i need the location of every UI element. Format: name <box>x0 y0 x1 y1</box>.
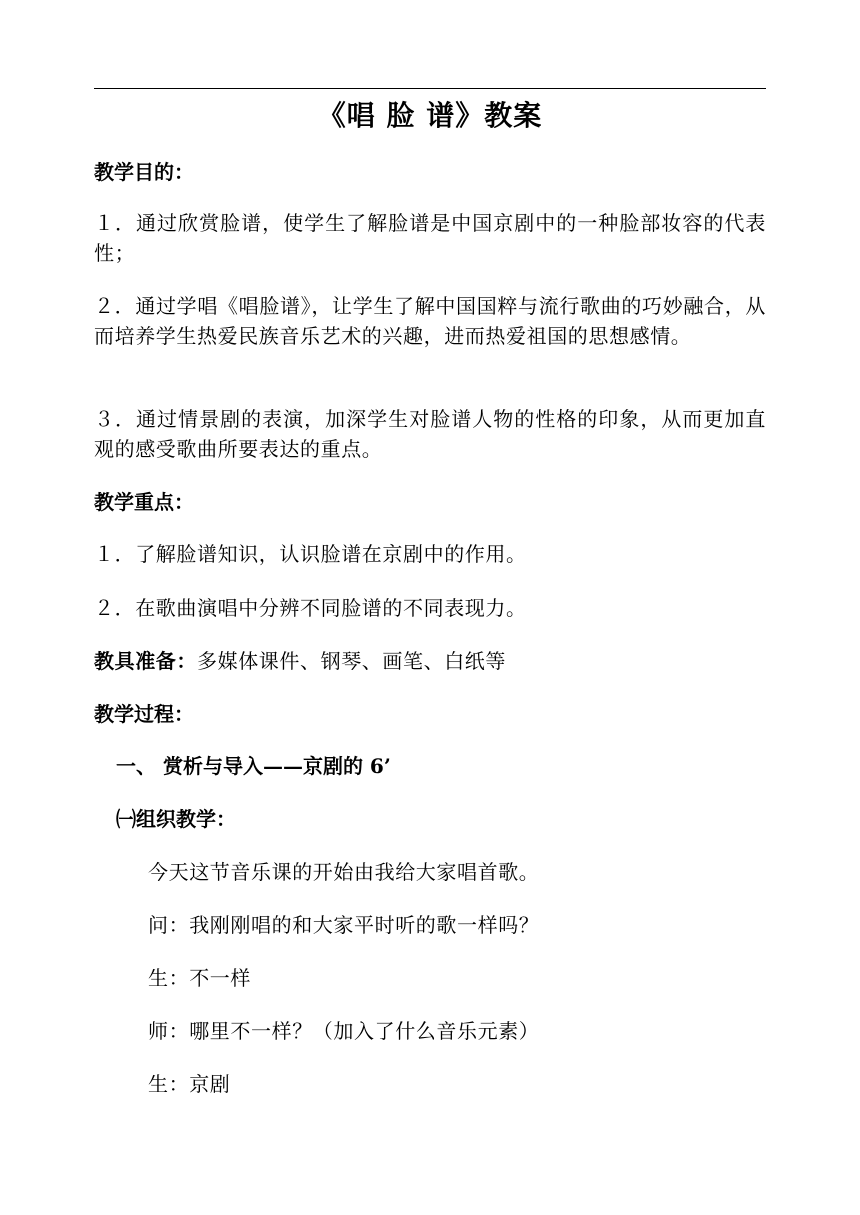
section-1-heading: 一、 赏析与导入——京剧的 6’ <box>116 754 391 778</box>
objective-item-2: ２．通过学唱《唱脸谱》，让学生了解中国国粹与流行歌曲的巧妙融合，从而培养学生热爱民族音乐艺术的兴趣，进而热爱祖国的思想感情。 <box>94 294 766 348</box>
objective-item-1: １．通过欣赏脸谱，使学生了解脸谱是中国京剧中的一种脸部妆容的代表性； <box>94 211 766 265</box>
dialogue-line-2: 问：我刚刚唱的和大家平时听的歌一样吗？ <box>148 913 540 937</box>
key-points-heading: 教学重点： <box>94 490 194 514</box>
header-rule <box>94 88 766 89</box>
tools-line <box>94 647 506 675</box>
objective-item-3: ３．通过情景剧的表演，加深学生对脸谱人物的性格的印象，从而更加直观的感受歌曲所要表达的重点。 <box>94 407 766 461</box>
dialogue-line-3: 生：不一样 <box>148 966 251 990</box>
subsection-1-heading: ㈠组织教学： <box>116 807 236 831</box>
tools-label: 教具准备： <box>94 649 197 673</box>
key-point-item-1: １．了解脸谱知识，认识脸谱在京剧中的作用。 <box>94 542 527 566</box>
process-heading: 教学过程： <box>94 702 194 726</box>
dialogue-line-4: 师：哪里不一样？（加入了什么音乐元素） <box>148 1019 540 1043</box>
dialogue-line-1: 今天这节音乐课的开始由我给大家唱首歌。 <box>148 860 540 884</box>
objectives-heading: 教学目的： <box>94 160 194 184</box>
tools-value: 多媒体课件、钢琴、画笔、白纸等 <box>197 649 506 673</box>
dialogue-line-5: 生：京剧 <box>148 1072 231 1096</box>
document-title: 《唱 脸 谱》教案 <box>317 99 543 132</box>
key-point-item-2: ２．在歌曲演唱中分辨不同脸谱的不同表现力。 <box>94 596 527 620</box>
